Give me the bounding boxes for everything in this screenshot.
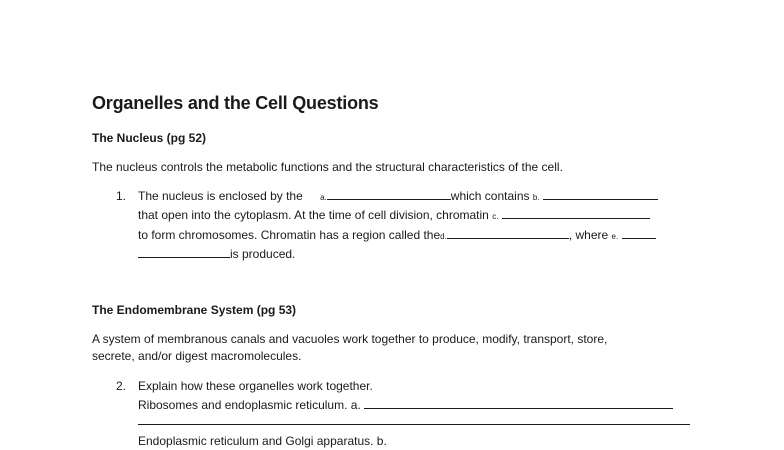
question-1-line-3 <box>138 226 656 246</box>
endomembrane-heading: The Endomembrane System (pg 53) <box>92 303 297 317</box>
question-2-number: 2. <box>116 379 127 393</box>
blank-e-continued[interactable] <box>138 245 230 258</box>
page-title: Organelles and the Cell Questions <box>92 93 379 113</box>
blank-c[interactable] <box>502 206 650 219</box>
blank-d-label: d. <box>440 232 447 241</box>
endomembrane-intro-2: secrete, and/or digest macromolecules. <box>92 349 302 363</box>
blank-2a-continued[interactable] <box>138 424 690 425</box>
q2-text-1: Ribosomes and endoplasmic reticulum. a. <box>138 398 361 412</box>
q1-text-3: that open into the cytoplasm. At the time of cell division, chromatin <box>138 208 489 222</box>
nucleus-intro: The nucleus controls the metabolic functions and the structural characteristics of the cell. <box>92 160 563 174</box>
q1-text-6: is produced. <box>230 247 296 261</box>
blank-e-label: e. <box>611 232 619 241</box>
q1-text-1: The nucleus is enclosed by the <box>138 189 303 203</box>
nucleus-heading: The Nucleus (pg 52) <box>92 131 207 145</box>
q1-text-4: to form chromosomes. Chromatin has a region called the <box>138 228 441 242</box>
endomembrane-intro-1: A system of membranous canals and vacuoles work together to produce, modify, transport, store, <box>92 332 608 346</box>
blank-2a[interactable] <box>364 396 673 409</box>
question-1-line-4 <box>138 245 295 263</box>
question-2-line-1: Explain how these organelles work together. <box>138 379 373 393</box>
question-2-line-4: Endoplasmic reticulum and Golgi apparatus. b. <box>138 434 387 448</box>
blank-a-label: a. <box>320 193 327 202</box>
q1-text-2: which contains <box>450 189 530 203</box>
blank-b[interactable] <box>543 187 658 200</box>
question-1-line-1 <box>138 187 658 207</box>
blank-d[interactable] <box>447 226 569 239</box>
blank-c-label: c. <box>492 212 499 221</box>
question-1-line-2 <box>138 206 650 226</box>
blank-a[interactable] <box>327 187 451 200</box>
question-2-line-2 <box>138 396 673 414</box>
question-1-number: 1. <box>116 189 127 203</box>
q1-text-5: , where <box>568 228 609 242</box>
blank-e-start[interactable] <box>622 226 656 239</box>
blank-b-label: b. <box>532 193 540 202</box>
